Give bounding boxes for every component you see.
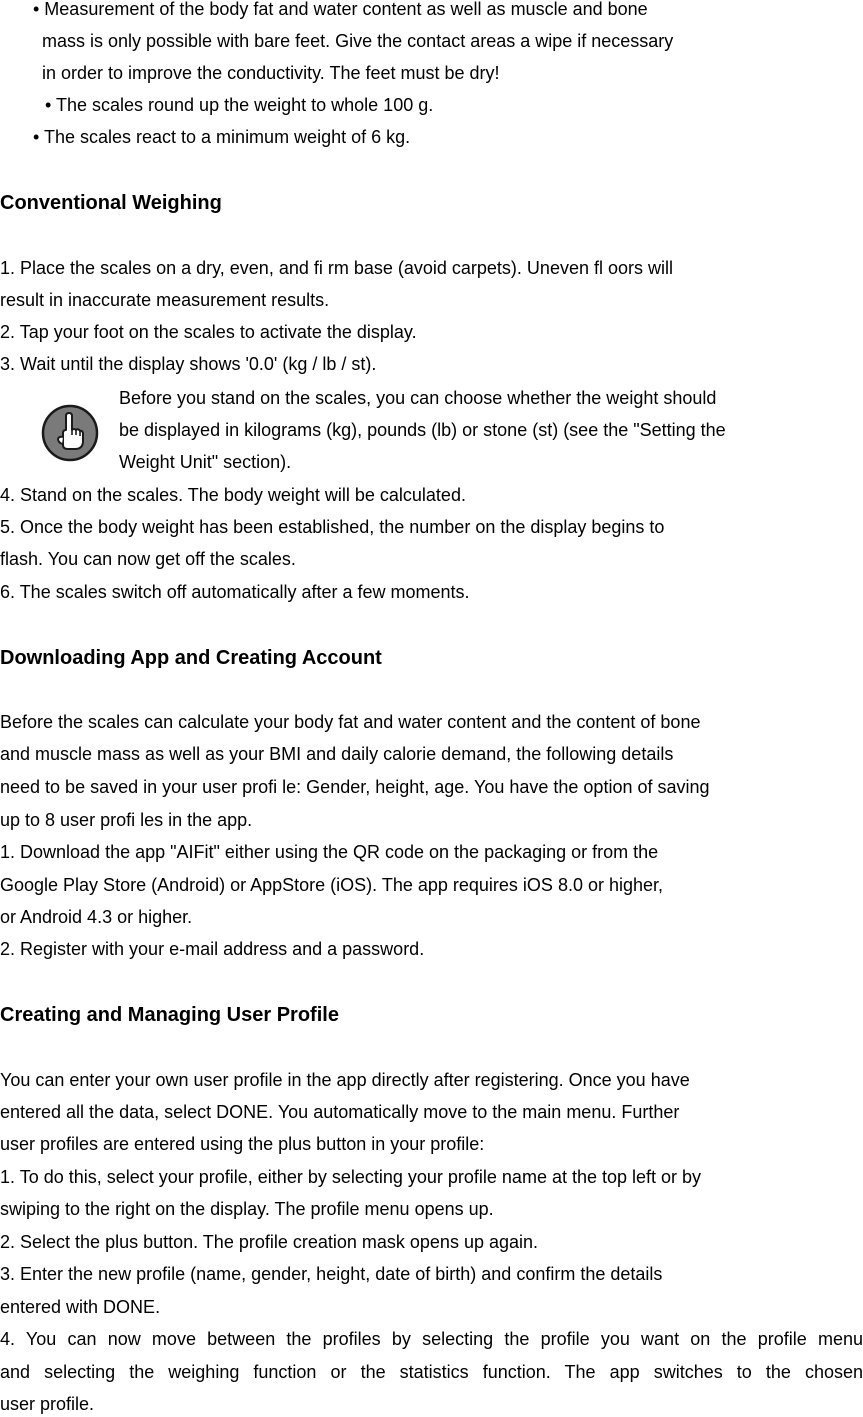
download-line-8: 2. Register with your e-mail address and a password. <box>0 939 425 959</box>
conventional-line-8: 6. The scales switch off automatically after a few moments. <box>0 582 470 602</box>
hand-pointing-icon <box>41 403 101 463</box>
intro-line-5: • The scales react to a minimum weight of 6 kg. <box>33 127 411 147</box>
download-line-1: Before the scales can calculate your body fat and water content and the content of bone <box>0 712 701 732</box>
profile-line-9: 4. You can now move between the profiles by selecting the profile you want on the profile menu <box>0 1329 863 1349</box>
section-heading-downloading-app: Downloading App and Creating Account <box>0 647 382 669</box>
conventional-line-3: 2. Tap your foot on the scales to activate the display. <box>0 322 417 342</box>
intro-line-4: • The scales round up the weight to whole 100 g. <box>45 95 434 115</box>
section-heading-user-profile: Creating and Managing User Profile <box>0 1004 339 1026</box>
conventional-line-7: flash. You can now get off the scales. <box>0 549 296 569</box>
intro-line-3: in order to improve the conductivity. The feet must be dry! <box>42 63 500 83</box>
conventional-line-2: result in inaccurate measurement results. <box>0 290 330 310</box>
download-line-5: 1. Download the app "AIFit" either using the QR code on the packaging or from the <box>0 842 659 862</box>
note-line-2: be displayed in kilograms (kg), pounds (lb) or stone (st) (see the "Setting the <box>119 420 726 440</box>
conventional-line-1: 1. Place the scales on a dry, even, and fi rm base (avoid carpets). Uneven fl oors will <box>0 258 673 278</box>
download-line-3: need to be saved in your user profi le: Gender, height, age. You have the option of saving <box>0 777 710 797</box>
profile-line-1: You can enter your own user profile in the app directly after registering. Once you have <box>0 1070 690 1090</box>
download-line-4: up to 8 user profi les in the app. <box>0 810 253 830</box>
note-line-1: Before you stand on the scales, you can choose whether the weight should <box>119 388 717 408</box>
intro-line-2: mass is only possible with bare feet. Give the contact areas a wipe if necessary <box>42 31 674 51</box>
download-line-6: Google Play Store (Android) or AppStore (iOS). The app requires iOS 8.0 or higher, <box>0 875 664 895</box>
profile-line-5: swiping to the right on the display. The profile menu opens up. <box>0 1199 494 1219</box>
profile-line-6: 2. Select the plus button. The profile creation mask opens up again. <box>0 1232 539 1252</box>
profile-line-3: user profiles are entered using the plus button in your profile: <box>0 1134 485 1154</box>
conventional-line-4: 3. Wait until the display shows '0.0' (kg / lb / st). <box>0 354 377 374</box>
profile-line-2: entered all the data, select DONE. You automatically move to the main menu. Further <box>0 1102 680 1122</box>
note-line-3: Weight Unit" section). <box>119 452 292 472</box>
profile-line-7: 3. Enter the new profile (name, gender, height, date of birth) and confirm the details <box>0 1264 663 1284</box>
profile-line-4: 1. To do this, select your profile, either by selecting your profile name at the top left or by <box>0 1167 702 1187</box>
profile-line-11: user profile. <box>0 1394 95 1414</box>
download-line-7: or Android 4.3 or higher. <box>0 907 193 927</box>
profile-line-10: and selecting the weighing function or the statistics function. The app switches to the chosen <box>0 1362 863 1382</box>
conventional-line-6: 5. Once the body weight has been established, the number on the display begins to <box>0 517 665 537</box>
section-heading-conventional-weighing: Conventional Weighing <box>0 192 222 214</box>
profile-line-8: entered with DONE. <box>0 1297 161 1317</box>
download-line-2: and muscle mass as well as your BMI and daily calorie demand, the following details <box>0 744 674 764</box>
intro-line-1: • Measurement of the body fat and water content as well as muscle and bone <box>33 0 648 19</box>
conventional-line-5: 4. Stand on the scales. The body weight will be calculated. <box>0 485 466 505</box>
